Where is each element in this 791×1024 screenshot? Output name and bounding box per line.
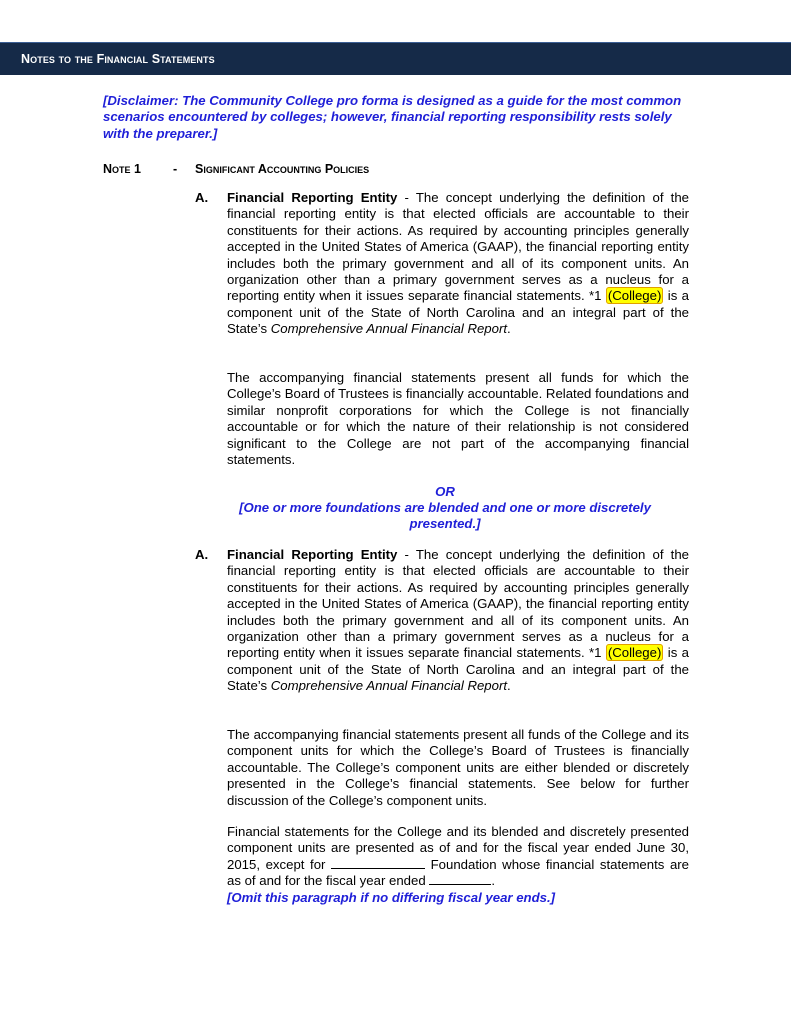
disclaimer-text: [Disclaimer: The Community College pro forma is designed as a guide for the most common scenarios encountered by colleges; however, financial reporting responsibility rests solely with the preparer.]: [103, 93, 682, 141]
section-1-heading: Financial Reporting Entity: [227, 190, 398, 205]
section-2-report-title: Comprehensive Annual Financial Report: [270, 678, 508, 694]
section-2-heading: Financial Reporting Entity: [227, 547, 398, 562]
college-placeholder-highlight: (College): [607, 645, 662, 661]
section-2-p3-end: .: [491, 873, 496, 889]
section-2-paragraph-1: [227, 547, 689, 695]
section-2-text-mid: is a component unit of the State of North Carolina and an integral part of the State’s: [227, 645, 689, 694]
page-title: Notes to the Financial Statements: [21, 52, 215, 66]
section-1-paragraph-1: [227, 190, 689, 338]
or-label: OR: [435, 484, 455, 499]
section-1-text-start: - The concept underlying the definition of the financial reporting entity is that elected officials are accountable to their constituents for their actions. As required by accounting principles generally accepted in the United States of America (GAAP), the financial reporting entity includes both the primary government and all of its component units. An organization other than a primary government serves as a nucleus for a reporting entity when it issues separate financial statements. *1: [227, 190, 689, 304]
foundation-name-blank: [331, 857, 425, 869]
section-2-label: A.: [195, 547, 209, 562]
section-2-text-end: .: [507, 678, 511, 694]
college-placeholder-highlight: (College): [607, 288, 662, 304]
section-1-text-end: .: [507, 321, 511, 337]
section-2-p3-start: Financial statements for the College and its blended and discretely presented component units are presented as of and for the fiscal year ended June 30, 2015, except for: [227, 824, 689, 872]
note-dash: -: [173, 162, 178, 176]
or-alternative-note: [One or more foundations are blended and one or more discretely presented.]: [239, 500, 651, 532]
fiscal-year-blank: [429, 873, 491, 885]
section-1-label: A.: [195, 190, 209, 205]
section-2-text-start: - The concept underlying the definition of the financial reporting entity is that elected officials are accountable to their constituents for their actions. As required by accounting principles generally accepted in the United States of America (GAAP), the financial reporting entity includes both the primary government and all of its component units. An organization other than a primary government serves as a nucleus for a reporting entity when it issues separate financial statements. *1: [227, 547, 689, 661]
section-2-p3-mid: Foundation whose financial statements are as of and for the fiscal year ended: [227, 856, 689, 889]
section-1-paragraph-2: The accompanying financial statements present all funds for which the College’s Board of Trustees is financially accountable. Related foundations and similar nonprofit corporations for which the College is not financially accountable or for which the nature of their relationship is not considered significant to the College are not part of the accompanying financial statements.: [227, 370, 689, 468]
section-1-text-mid: is a component unit of the State of North Carolina and an integral part of the State’s: [227, 288, 689, 337]
section-1-report-title: Comprehensive Annual Financial Report: [270, 321, 508, 337]
note-number: Note 1: [103, 162, 141, 176]
section-2-paragraph-2: The accompanying financial statements present all funds of the College and its component units for which the College’s Board of Trustees is financially accountable. The College’s component units are either blended or discretely presented in the College’s financial statements. See below for further discussion of the College’s component units.: [227, 727, 689, 808]
note-title: Significant Accounting Policies: [195, 162, 370, 176]
omit-paragraph-note: [Omit this paragraph if no differing fiscal year ends.]: [227, 889, 556, 905]
section-2-paragraph-3: [227, 824, 689, 906]
section-banner: [0, 42, 791, 75]
